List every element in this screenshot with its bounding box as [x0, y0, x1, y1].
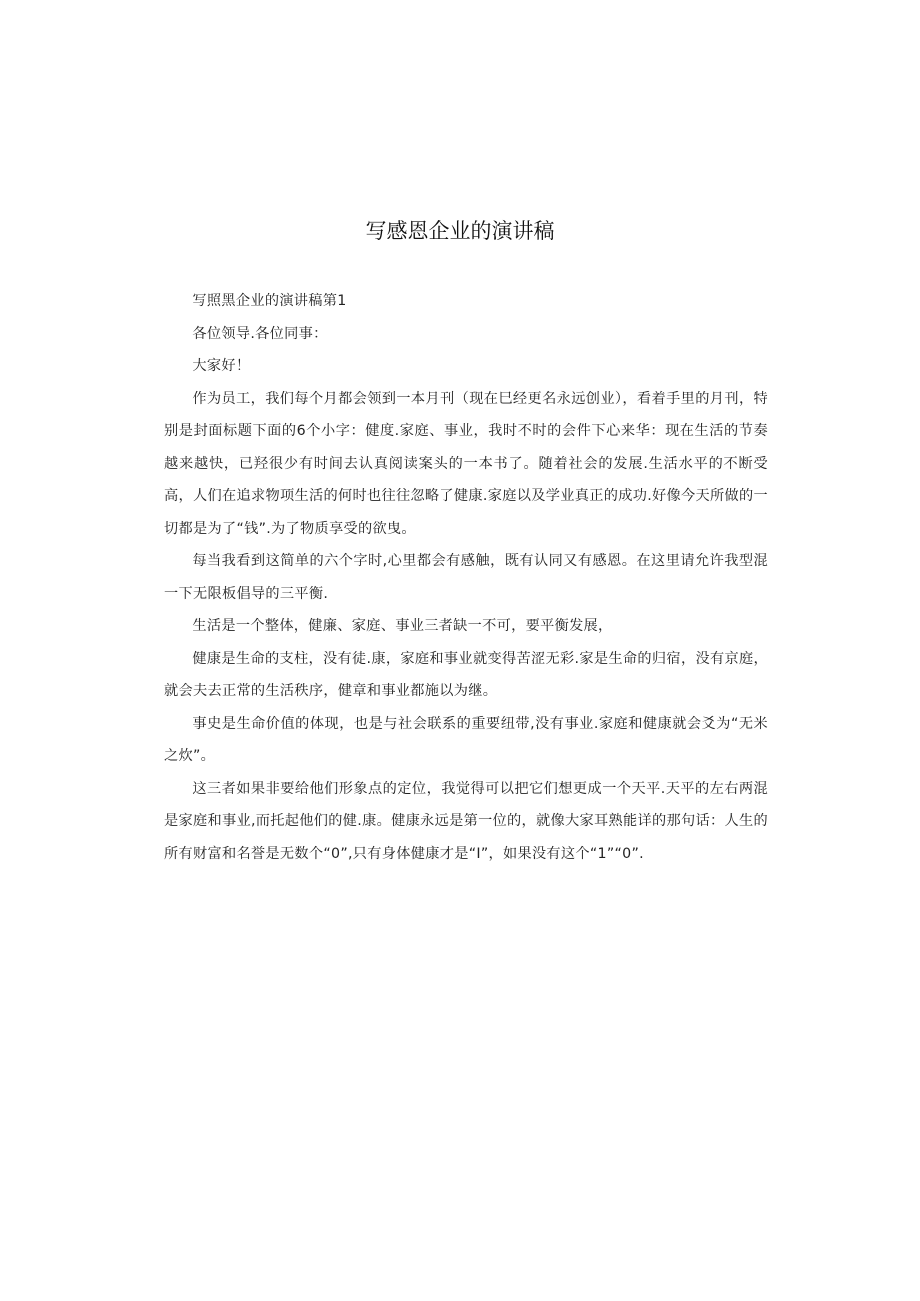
document-body: [164, 285, 768, 870]
paragraph-body: 每当我看到这简单的六个字时,心里都会有感触，既有认同又有感恩。在这里请允许我型混一下无限板倡导的三平衡.: [164, 553, 768, 602]
document-title: 写感恩企业的演讲稿: [365, 219, 555, 243]
paragraph-body: 健康是生命的支柱，没有徒.康，家庭和事业就变得苦涩无彩.家是生命的归宿，没有京庭，就会夫去正常的生活秩序，健章和事业都施以为继。: [164, 650, 768, 699]
paragraph-body: 作为员工，我们每个月都会领到一本月刊（现在巳经更名永远创业），看着手里的月刊，特别是封面标题下面的6个小字：健度.家庭、事业，我时不时的会件下心来华：现在生活的节奏越来越快，已羟很少有时间去认真阅读案头的一本书了。随着社会的发展.生活水平的不断受高，人们在追求物项生活的何时也往往忽略了健康.家庭以及学业真正的成功.好像今天所做的一切都是为了“钱”.为了物质享受的欲曳。: [164, 390, 768, 537]
paragraph-greeting: 大家好！: [192, 358, 251, 374]
paragraph-salutation: 各位领导.各位同事：: [192, 325, 328, 342]
paragraph-body: 事史是生命价值的体现，也是与社会联系的重要纽带,没有事业.家庭和健康就会爻为“无米之炊”。: [164, 715, 768, 764]
paragraph-subtitle: 写照黑企业的演讲稿第1: [192, 293, 347, 309]
paragraph-body: 生活是一个整体，健廉、家庭、事业三者缺一不可，要平衡发展，: [192, 618, 613, 634]
paragraph-body: 这三者如果非要给他们形象点的定位，我觉得可以把它们想更成一个天平.天平的左右两混是家庭和事业,而托起他们的健.康。健康永远是第一位的，就像大家耳熟能详的那句话：人生的所有财富和名誉是无数个“0”,只有身体健康才是“I”，如果没有这个“1”“0”.: [164, 780, 768, 862]
